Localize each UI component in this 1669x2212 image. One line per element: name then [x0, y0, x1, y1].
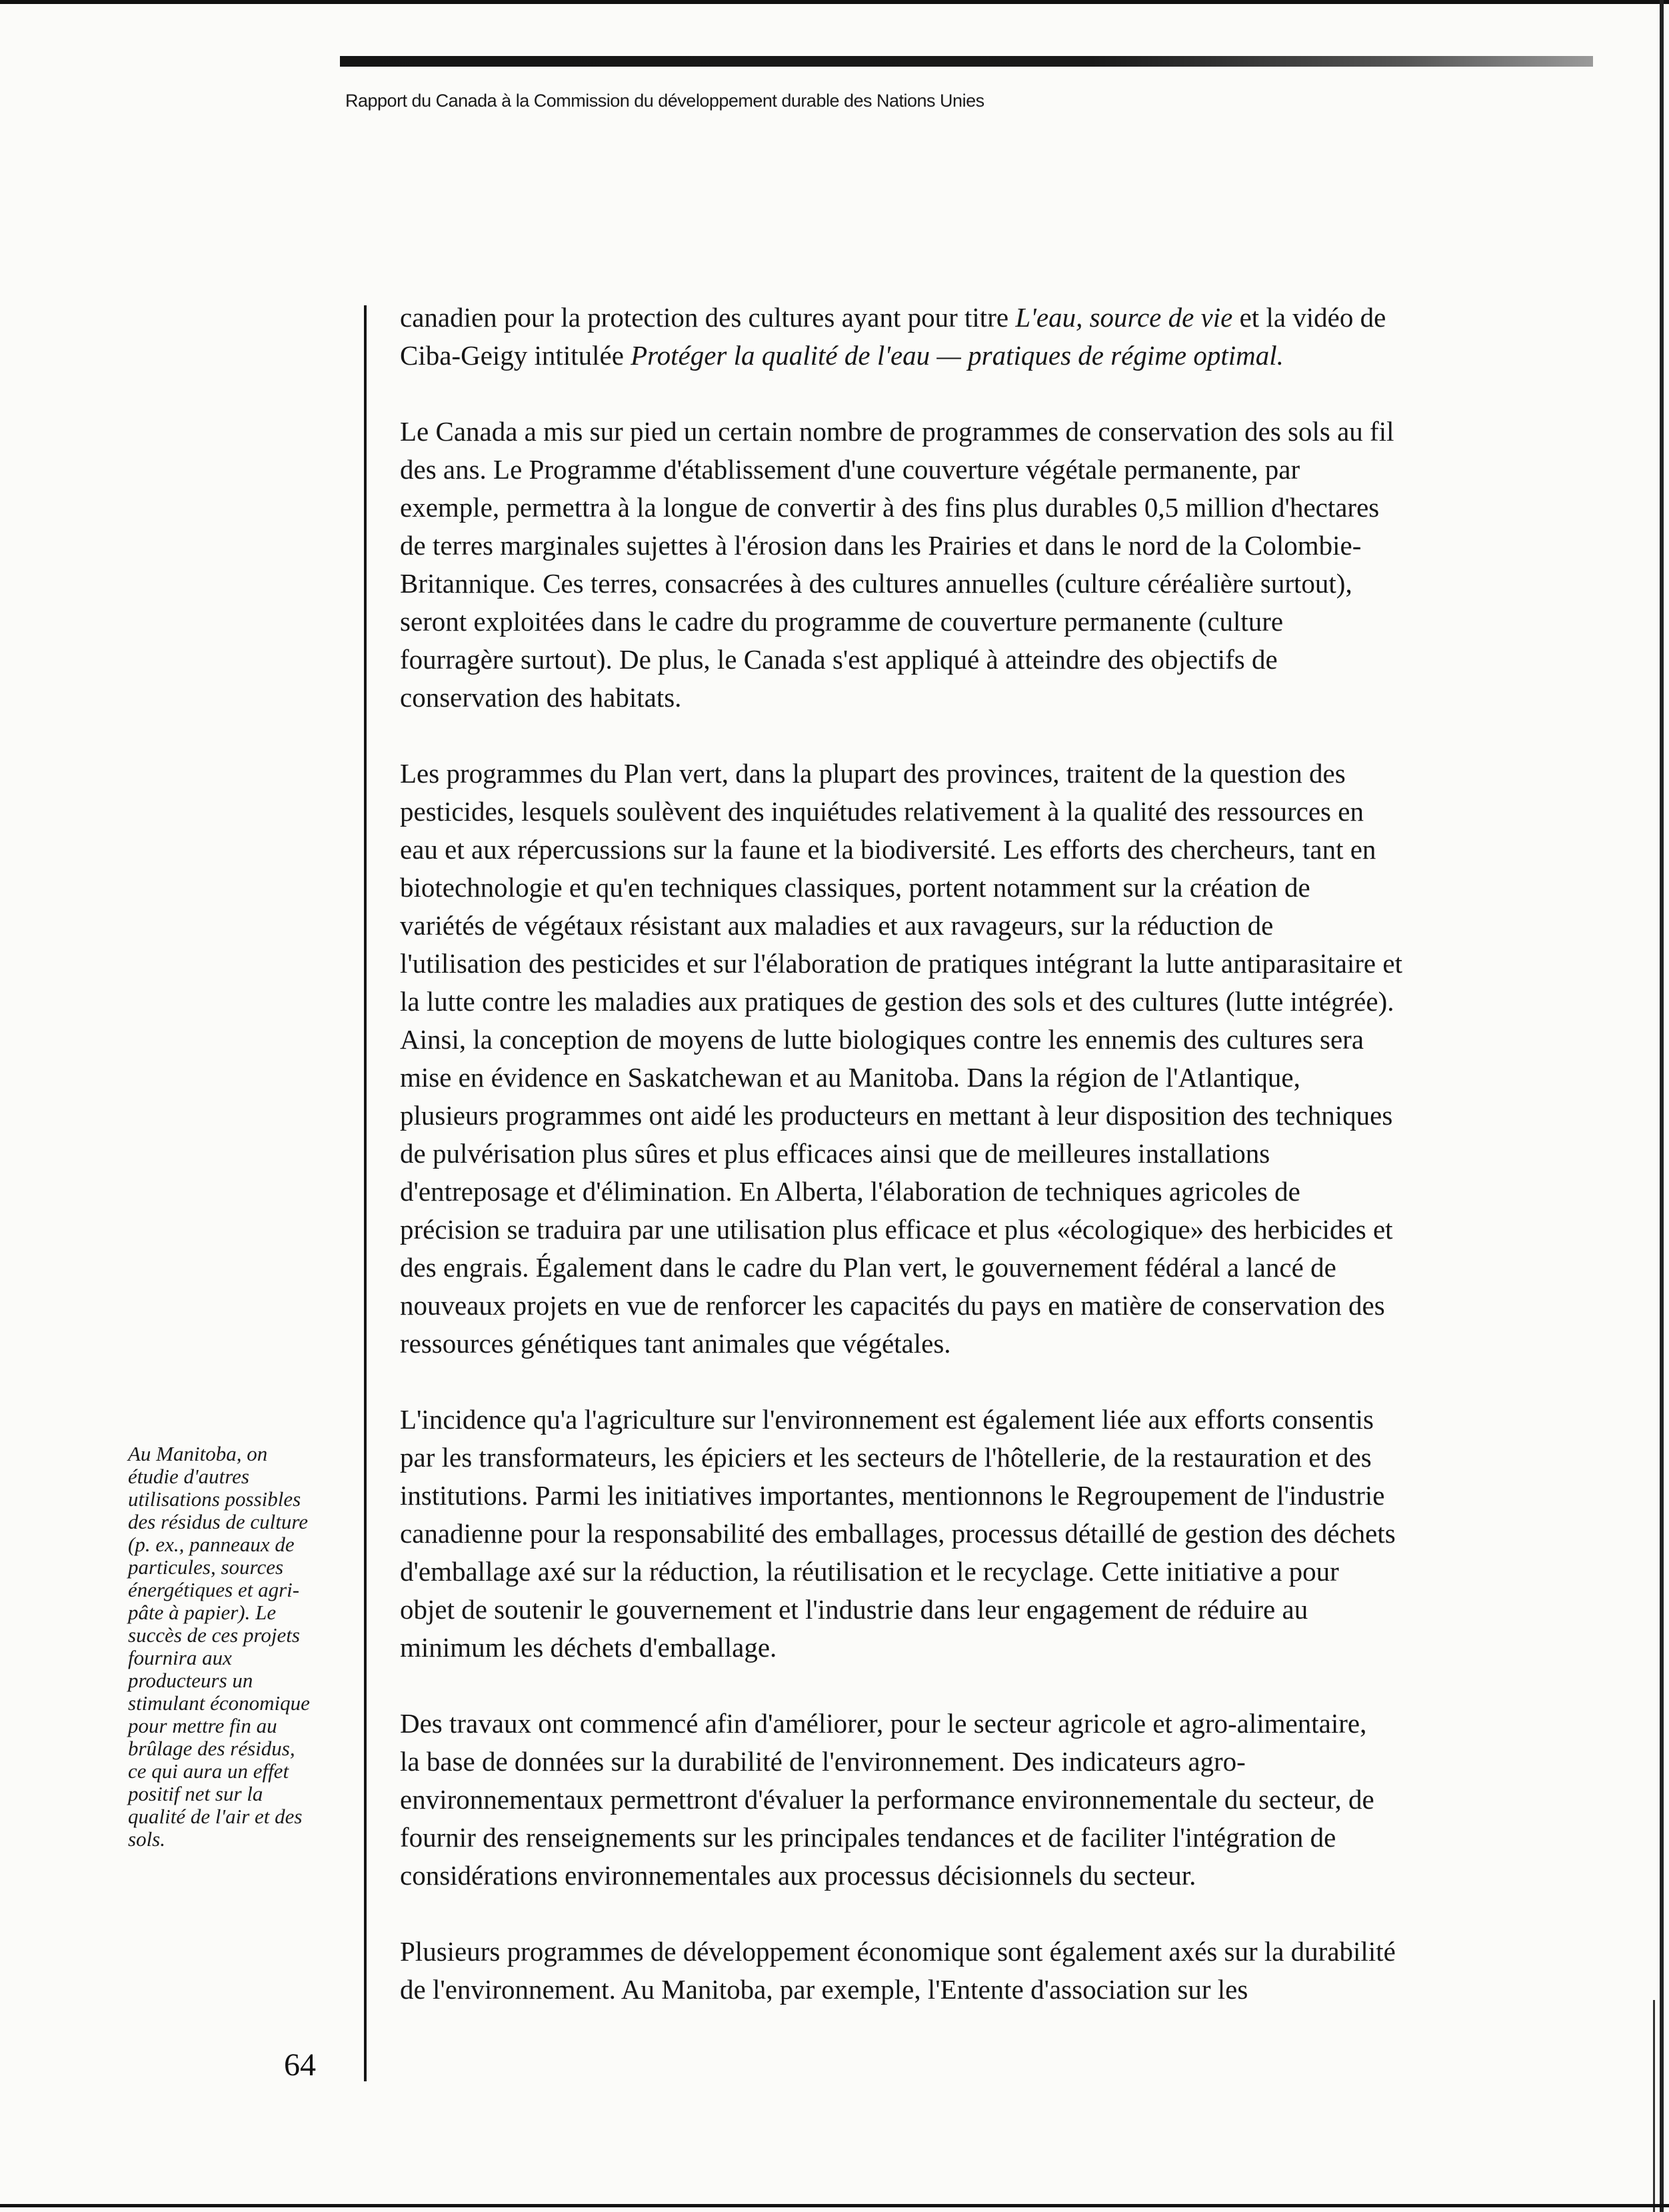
main-text-column: [400, 299, 1573, 2047]
text-line: l'utilisation des pesticides et sur l'élaboration de pratiques intégrant la lutte antiparasitaire et: [400, 948, 1402, 979]
note-line: (p. ex., panneaux de: [128, 1533, 295, 1556]
text-line: conservation des habitats.: [400, 682, 682, 713]
text-line: canadienne pour la responsabilité des emballages, processus détaillé de gestion des déchets: [400, 1518, 1396, 1549]
work-title: Protéger la qualité de l'eau — pratiques de régime optimal.: [631, 340, 1284, 371]
text-line: précision se traduira par une utilisation plus efficace et plus «écologique» des herbicides et: [400, 1214, 1393, 1245]
text-run: canadien pour la protection des cultures ayant pour titre: [400, 302, 1016, 333]
text-line: variétés de végétaux résistant aux maladies et aux ravageurs, sur la réduction de: [400, 910, 1274, 941]
margin-note: [128, 1443, 368, 1851]
scan-edge-bottom: [0, 2204, 1669, 2207]
header-rule: [340, 56, 1593, 67]
text-line: institutions. Parmi les initiatives importantes, mentionnons le Regroupement de l'industrie: [400, 1480, 1385, 1511]
text-line: environnementaux permettront d'évaluer la performance environnementale du secteur, de: [400, 1784, 1374, 1815]
note-line: des résidus de culture: [128, 1510, 309, 1533]
text-line: pesticides, lesquels soulèvent des inquiétudes relativement à la qualité des ressources en: [400, 796, 1364, 827]
note-line: positif net sur la: [128, 1782, 263, 1805]
note-line: succès de ces projets: [128, 1623, 300, 1647]
text-line: mise en évidence en Saskatchewan et au Manitoba. Dans la région de l'Atlantique,: [400, 1062, 1300, 1093]
note-line: énergétiques et agri-: [128, 1578, 300, 1601]
paragraph: [400, 1705, 1573, 1895]
running-head: Rapport du Canada à la Commission du développement durable des Nations Unies: [345, 91, 984, 111]
text-line: nouveaux projets en vue de renforcer les capacités du pays en matière de conservation des: [400, 1290, 1385, 1321]
text-line: Des travaux ont commencé afin d'améliorer, pour le secteur agricole et agro-alimentaire,: [400, 1708, 1367, 1739]
text-line: [400, 337, 1573, 375]
text-line: Les programmes du Plan vert, dans la plupart des provinces, traitent de la question des: [400, 758, 1346, 789]
note-line: fournira aux: [128, 1646, 232, 1669]
text-line: L'incidence qu'a l'agriculture sur l'environnement est également liée aux efforts consentis: [400, 1404, 1374, 1435]
text-line: fourragère surtout). De plus, le Canada s'est appliqué à atteindre des objectifs de: [400, 644, 1278, 675]
text-line: d'entreposage et d'élimination. En Alberta, l'élaboration de techniques agricoles de: [400, 1176, 1300, 1207]
text-line: de l'environnement. Au Manitoba, par exemple, l'Entente d'association sur les: [400, 1974, 1248, 2005]
text-line: d'emballage axé sur la réduction, la réutilisation et le recyclage. Cette initiative a pour: [400, 1556, 1339, 1587]
note-line: étudie d'autres: [128, 1465, 249, 1488]
text-line: plusieurs programmes ont aidé les producteurs en mettant à leur disposition des techniques: [400, 1100, 1393, 1131]
text-line: eau et aux répercussions sur la faune et la biodiversité. Les efforts des chercheurs, tant en: [400, 834, 1376, 865]
note-line: utilisations possibles: [128, 1487, 301, 1511]
text-line: [400, 299, 1573, 337]
note-line: Au Manitoba, on: [128, 1442, 268, 1465]
text-line: la base de données sur la durabilité de l'environnement. Des indicateurs agro-: [400, 1746, 1246, 1777]
paragraph: [400, 755, 1573, 1363]
text-line: de terres marginales sujettes à l'érosion dans les Prairies et dans le nord de la Colombie-: [400, 530, 1362, 561]
text-line: exemple, permettra à la longue de convertir à des fins plus durables 0,5 million d'hectares: [400, 492, 1380, 523]
note-line: pâte à papier). Le: [128, 1601, 277, 1624]
text-line: de pulvérisation plus sûres et plus efficaces ainsi que de meilleures installations: [400, 1138, 1270, 1169]
scan-edge-right: [1660, 0, 1664, 2212]
note-line: qualité de l'air et des: [128, 1805, 303, 1828]
note-line: producteurs un: [128, 1669, 253, 1692]
text-run: Ciba-Geigy intitulée: [400, 340, 631, 371]
note-line: stimulant économique: [128, 1691, 310, 1715]
note-line: brûlage des résidus,: [128, 1737, 295, 1760]
note-line: particules, sources: [128, 1555, 284, 1579]
text-line: par les transformateurs, les épiciers et les secteurs de l'hôtellerie, de la restauration et des: [400, 1442, 1372, 1473]
text-line: Plusieurs programmes de développement économique sont également axés sur la durabilité: [400, 1936, 1396, 1967]
note-line: ce qui aura un effet: [128, 1759, 289, 1783]
paragraph: [400, 299, 1573, 375]
text-line: ressources génétiques tant animales que végétales.: [400, 1328, 951, 1359]
text-line: la lutte contre les maladies aux pratiques de gestion des sols et des cultures (lutte intégrée).: [400, 986, 1394, 1017]
text-line: des ans. Le Programme d'établissement d'une couverture végétale permanente, par: [400, 454, 1300, 485]
text-line: biotechnologie et qu'en techniques classiques, portent notamment sur la création de: [400, 872, 1310, 903]
text-line: seront exploitées dans le cadre du programme de couverture permanente (culture: [400, 606, 1284, 637]
text-line: Ainsi, la conception de moyens de lutte biologiques contre les ennemis des cultures sera: [400, 1024, 1364, 1055]
text-line: considérations environnementales aux processus décisionnels du secteur.: [400, 1860, 1196, 1891]
paragraph: [400, 413, 1573, 717]
text-line: objet de soutenir le gouvernement et l'industrie dans leur engagement de réduire au: [400, 1594, 1308, 1625]
scan-edge-right-inner: [1653, 2000, 1655, 2212]
text-line: Le Canada a mis sur pied un certain nombre de programmes de conservation des sols au fil: [400, 416, 1394, 447]
note-line: pour mettre fin au: [128, 1714, 277, 1737]
scan-edge-top: [0, 0, 1669, 4]
page-number: 64: [284, 2047, 316, 2083]
note-line: sols.: [128, 1827, 165, 1851]
text-line: minimum les déchets d'emballage.: [400, 1632, 777, 1663]
text-line: des engrais. Également dans le cadre du Plan vert, le gouvernement fédéral a lancé de: [400, 1252, 1336, 1283]
text-line: Britannique. Ces terres, consacrées à des cultures annuelles (culture céréalière surtout),: [400, 568, 1352, 599]
paragraph: [400, 1401, 1573, 1667]
text-line: fournir des renseignements sur les principales tendances et de faciliter l'intégration de: [400, 1822, 1336, 1853]
text-run: et la vidéo de: [1232, 302, 1386, 333]
work-title: L'eau, source de vie: [1015, 302, 1233, 333]
paragraph: [400, 1933, 1573, 2009]
